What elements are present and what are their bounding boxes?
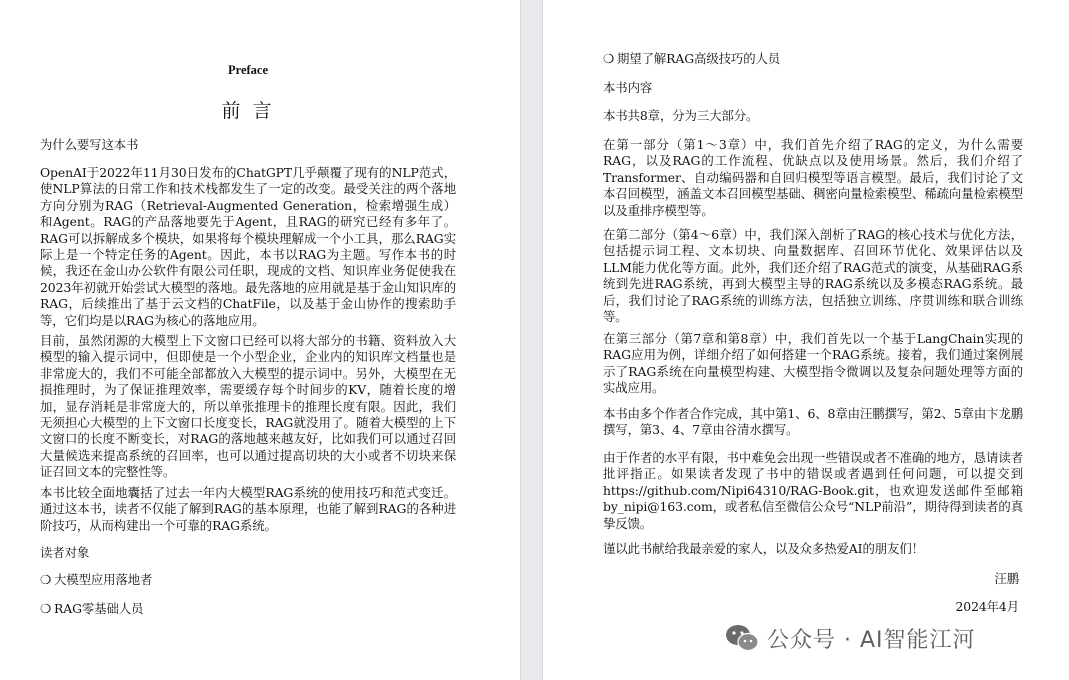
dedication: 谨以此书献给我最亲爱的家人，以及众多热爱AI的朋友们！ xyxy=(603,541,924,556)
page-gutter xyxy=(520,0,543,680)
left-page xyxy=(0,0,520,680)
date: 2024年4月 xyxy=(955,599,1019,614)
paragraph-1: OpenAI于2022年11月30日发布的ChatGPT几乎颠覆了现有的NLP范式，使NLP算法的日常工作和技术栈都发生了一定的改变。最受关注的两个落地方向分别为RAG（Retrieval-Augmented Generation，检索增强生成）和Agent。RAG的产品落地要先于Agent，且RAG的研究已经有多年了。RAG可以拆解成多个模块，如果将每个模块理解成一个小工具，那么RAG实际上是一个特定任务的Agent。因此，本书以RAG为主题。写作本书的时候，我还在金山办公软件有限公司任职，现成的文档、知识库业务促使我在2023年初就开始尝试大模型的落地。最先落地的应用就是基于金山知识库的RAG，后续推出了基于云文档的ChatFile，以及基于金山协作的搜索助手等，它们均是以RAG为核心的落地应用。 xyxy=(40,165,456,328)
right-page xyxy=(543,0,1069,680)
watermark xyxy=(725,620,976,656)
preface-title-en: Preface xyxy=(227,63,268,77)
part-3-paragraph: 在第三部分（第7章和第8章）中，我们首先以一个基于LangChain实现的RAG应用为例，详细介绍了如何搭建一个RAG系统。接着，我们通过案例展示了RAG系统在向量模型构建、大模型指令微调以及复杂问题处理等方面的实战应用。 xyxy=(603,331,1023,396)
audience-heading: 读者对象 xyxy=(40,545,90,560)
content-intro: 本书共8章，分为三大部分。 xyxy=(603,108,759,123)
watermark-text: 公众号 · AI智能江河 xyxy=(767,627,976,653)
authors-paragraph: 本书由多个作者合作完成，其中第1、6、8章由汪鹏撰写，第2、5章由卞龙鹏撰写，第3、4、7章由谷清水撰写。 xyxy=(603,406,1023,438)
why-heading: 为什么要写这本书 xyxy=(40,137,139,152)
paragraph-2: 目前，虽然闭源的大模型上下文窗口已经可以将大部分的书籍、资料放入大模型的输入提示词中，但即使是一个小型企业，企业内的知识库文档量也是非常庞大的，我们不可能全部都放入大模型的提示词中。另外，大模型在无损推理时，为了保证推理效率，需要缓存每个时间步的KV，随着长度的增加，显存消耗是非常庞大的，所以单张推理卡的推理长度有限。因此，我们无须担心大模型的上下文窗口长度变长，RAG就没用了。随着大模型的上下文窗口的长度不断变长，对RAG的落地越来越友好，比如我们可以通过召回大量候选来提高系统的召回率，也可以通过提高切块的大小或者不切块来保证召回文本的完整性等。 xyxy=(40,333,456,480)
audience-item-1: ❍ 大模型应用落地者 xyxy=(40,572,152,588)
content-heading: 本书内容 xyxy=(603,80,653,95)
audience-item-3: ❍ 期望了解RAG高级技巧的人员 xyxy=(603,51,780,67)
audience-item-2: ❍ RAG零基础人员 xyxy=(40,601,143,617)
wechat-icon xyxy=(725,623,759,653)
preface-title-cn: 前 言 xyxy=(221,100,275,122)
feedback-paragraph: 由于作者的水平有限，书中难免会出现一些错误或者不准确的地方，恳请读者批评指正。如果读者发现了书中的错误或者遇到任何问题，可以提交到https://github.com/Nipi64310/RAG-Book.git，也欢迎发送邮件至邮箱by_nipi@163.com，或者私信至微信公众号“NLP前沿”，期待得到读者的真挚反馈。 xyxy=(603,450,1023,531)
part-2-paragraph: 在第二部分（第4～6章）中，我们深入剖析了RAG的核心技术与优化方法，包括提示词工程、文本切块、向量数据库、召回环节优化、效果评估以及LLM能力优化等方面。此外，我们还介绍了RAG范式的演变，从基础RAG系统到先进RAG系统，再到大模型主导的RAG系统以及多模态RAG系统。最后，我们讨论了RAG系统的训练方法，包括独立训练、序贯训练和联合训练等。 xyxy=(603,227,1023,325)
part-1-paragraph: 在第一部分（第1～3章）中，我们首先介绍了RAG的定义，为什么需要RAG，以及RAG的工作流程、优缺点以及使用场景。然后，我们介绍了Transformer、自动编码器和自回归模型等语言模型。最后，我们讨论了文本召回模型，涵盖文本召回模型基础、稠密向量检索模型、稀疏向量检索模型以及重排序模型等。 xyxy=(603,137,1023,218)
signature: 汪鹏 xyxy=(994,571,1019,586)
paragraph-3: 本书比较全面地囊括了过去一年内大模型RAG系统的使用技巧和范式变迁。通过这本书，读者不仅能了解到RAG的基本原理，也能了解到RAG的各种进阶技巧，从而构建出一个可靠的RAG系统。 xyxy=(40,485,456,533)
